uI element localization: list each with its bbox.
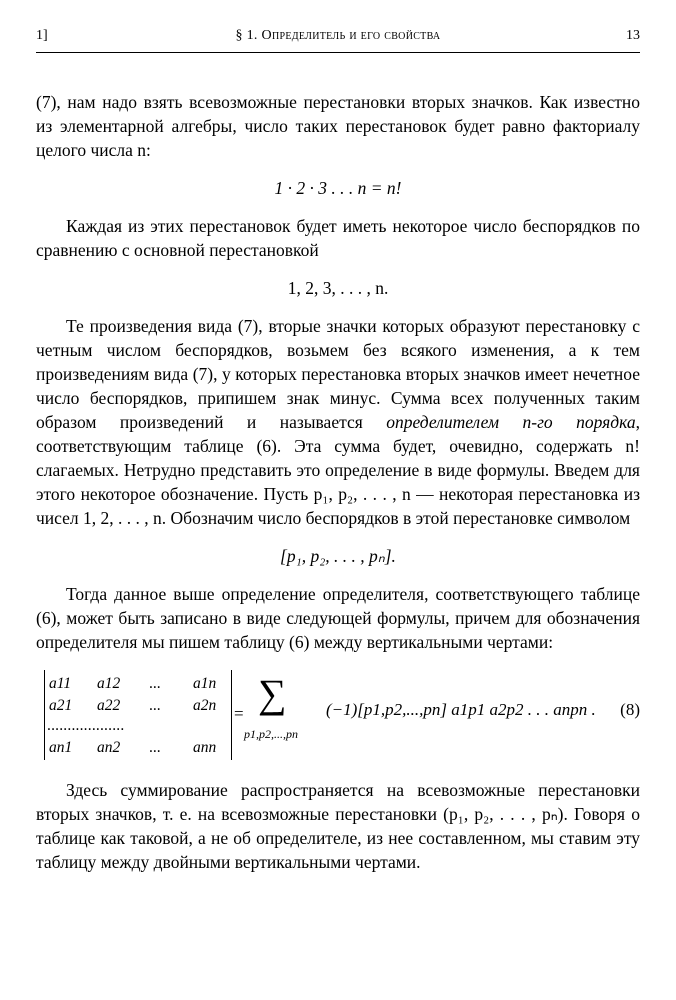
text-body [36, 90, 640, 874]
matrix-row: a21 a22 ... a2n [49, 697, 217, 714]
equation-number: (8) [620, 700, 640, 719]
matrix-row: an1 an2 ... ann [49, 739, 217, 756]
paragraph-5: Здесь суммирование распространяется на всевозможные перестановки вторых значков, т. е. на всевозможные перестановки (p₁, p₂, . . . , pₙ). Говоря о таблице как таковой, а не об определителе, из нее составленном, мы ставим эту таблицу между двойными вертикальными чертами. [36, 780, 640, 872]
page-number: 13 [626, 28, 640, 43]
paragraph-1: (7), нам надо взять всевозможные перестановки вторых значков. Как известно из элементарной алгебры, число таких перестановок будет равно факториалу целого числа n: [36, 92, 640, 160]
determinant-matrix [44, 670, 232, 760]
display-base-permutation: 1, 2, 3, . . . , n. [287, 278, 389, 298]
header-rule [36, 52, 640, 53]
paragraph-4: Тогда данное выше определение определителя, соответствующего таблице (6), может быть записано в виде следующей формулы, причем для обозначения определителя мы пишем таблицу (6) между вертикальными чертами: [36, 584, 640, 652]
section-title: § 1. Определитель и его свойства [235, 28, 441, 43]
matrix-dots-row: ................... [47, 717, 125, 734]
running-header [36, 28, 640, 48]
paragraph-2: Каждая из этих перестановок будет иметь некоторое число беспорядков по сравнению с основной перестановкой [36, 216, 640, 260]
determinant-formula [36, 668, 640, 764]
chapter-number: 1] [36, 28, 48, 43]
defined-term: определителем n-го порядка [386, 412, 636, 432]
summation-sign: ∑ [258, 671, 287, 716]
summand: (−1)[p1,p2,...,pn] a1p1 a2p2 . . . anpn . [326, 700, 596, 719]
display-factorial: 1 · 2 · 3 . . . n = n! [274, 178, 402, 198]
matrix-row: a11 a12 ... a1n [49, 675, 217, 692]
display-disorder-symbol: [p₁, p₂, . . . , pₙ]. [280, 546, 396, 566]
summation-index: p1,p2,...,pn [244, 727, 298, 741]
paragraph-3: Те произведения вида (7), вторые значки которых образуют перестановку с четным числом беспорядков, возьмем без всякого изменения, а к тем произведениям вида (7), у которых перестановка вторых значков имеет нечетное число беспорядков, припишем знак минус. Сумма всех полученных таким образом произведений и называется определителем n-го порядка, соответствующим таблице (6). Эта сумма будет, очевидно, содержать n! слагаемых. Нетрудно представить это определение в виде формулы. Введем для этого некоторое обозначение. Пусть p₁, p₂, . . . , n — некоторая перестановка из чисел 1, 2, . . . , n. Обозначим число беспорядков в этой перестановке символом [36, 316, 640, 528]
equals-sign: = [234, 704, 244, 723]
